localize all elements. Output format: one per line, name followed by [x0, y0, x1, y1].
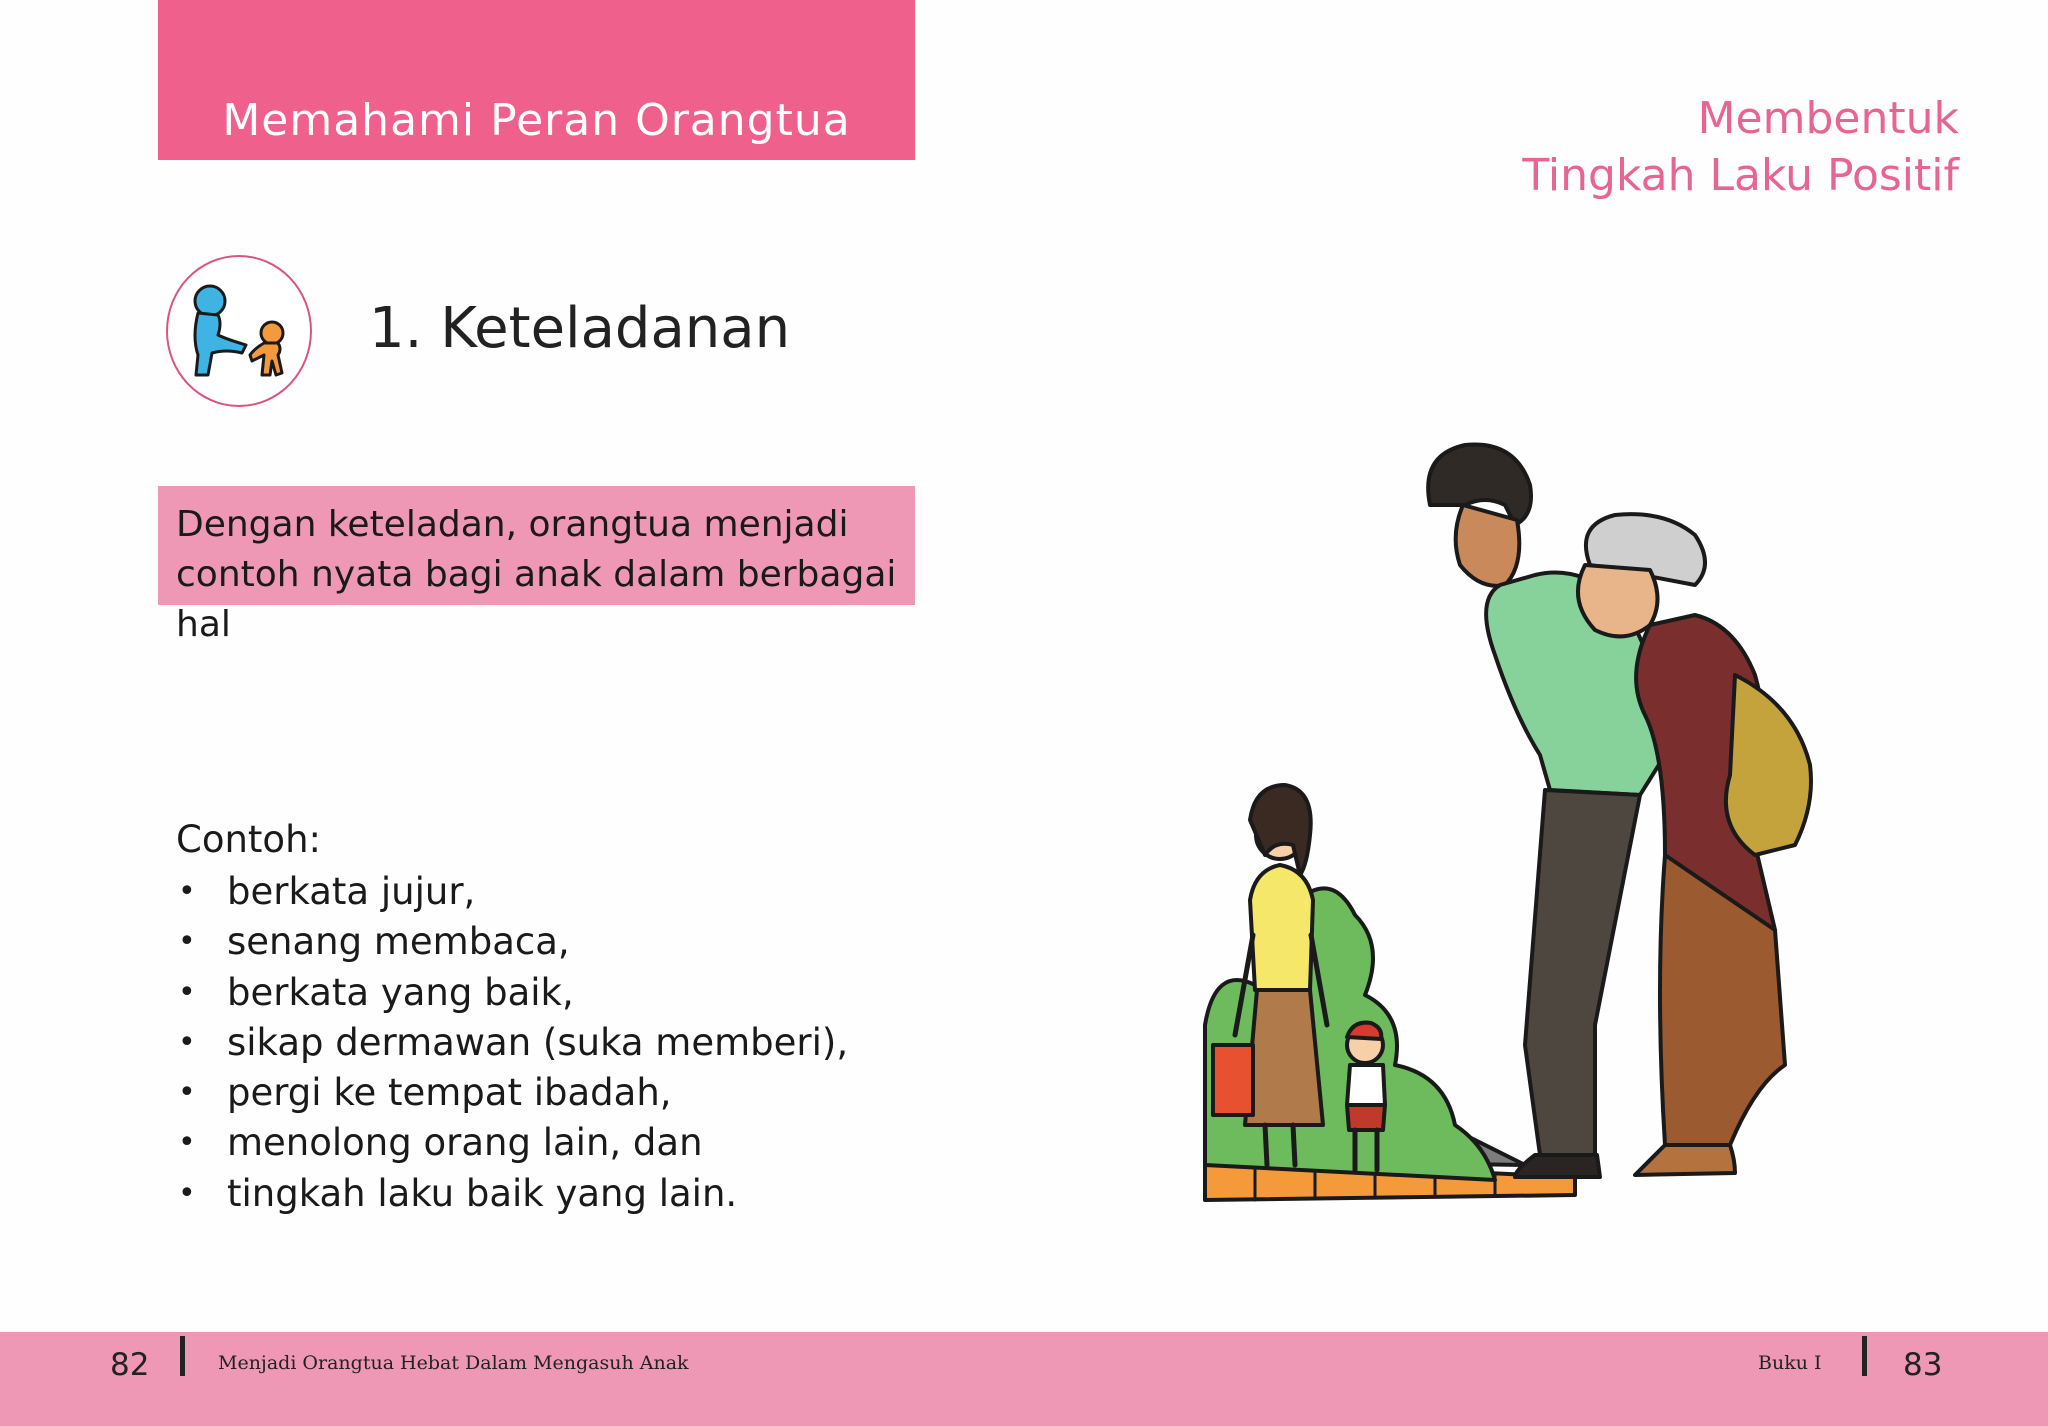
list-item-text: tingkah laku baik yang lain.: [227, 1171, 738, 1215]
footer-divider-right: [1862, 1336, 1867, 1376]
highlight-line1: Dengan keteladan, orangtua menjadi: [176, 504, 849, 545]
chapter-title: [1522, 90, 1959, 204]
list-item: [176, 968, 848, 1018]
highlight-text: [176, 500, 906, 650]
list-item: [176, 1018, 848, 1068]
bullet: •: [178, 874, 196, 909]
chapter-title-line2: Tingkah Laku Positif: [1522, 150, 1959, 201]
list-item: [176, 1068, 848, 1118]
list-item-text: senang membaca,: [227, 920, 570, 964]
list-item: [176, 1169, 848, 1219]
footer-divider-left: [180, 1336, 185, 1376]
examples-list: [176, 867, 848, 1219]
bullet: •: [178, 1075, 196, 1111]
bullet: •: [178, 1024, 196, 1060]
list-item: [176, 1118, 848, 1168]
parent-child-icon: [166, 255, 312, 407]
bullet: •: [178, 1125, 196, 1161]
list-item-text: berkata jujur,: [227, 870, 476, 913]
header-title: Memahami Peran Orangtua: [222, 95, 851, 146]
footer-volume-label: Buku I: [1758, 1352, 1822, 1374]
examples-label: Contoh:: [176, 818, 321, 861]
helping-elderly-illustration: [1195, 425, 1965, 1205]
footer-book-title: Menjadi Orangtua Hebat Dalam Mengasuh Anak: [218, 1352, 689, 1374]
list-item-text: berkata yang baik,: [227, 970, 574, 1014]
list-item: [176, 867, 848, 917]
footer-right-page-number: 83: [1903, 1347, 1943, 1383]
bullet: •: [178, 924, 196, 960]
list-item-text: menolong orang lain, dan: [227, 1121, 703, 1165]
list-item-text: pergi ke tempat ibadah,: [227, 1071, 672, 1115]
bullet: •: [178, 1175, 196, 1211]
chapter-title-line1: Membentuk: [1697, 93, 1959, 144]
section-heading: 1. Keteladanan: [369, 296, 791, 361]
footer-band: [0, 1332, 2048, 1426]
highlight-line2: contoh nyata bagi anak dalam berbagai hal: [176, 554, 897, 645]
list-item: [176, 917, 848, 967]
footer-left-page-number: 82: [110, 1347, 150, 1383]
bullet: •: [178, 974, 196, 1010]
list-item-text: sikap dermawan (suka memberi),: [227, 1020, 849, 1064]
